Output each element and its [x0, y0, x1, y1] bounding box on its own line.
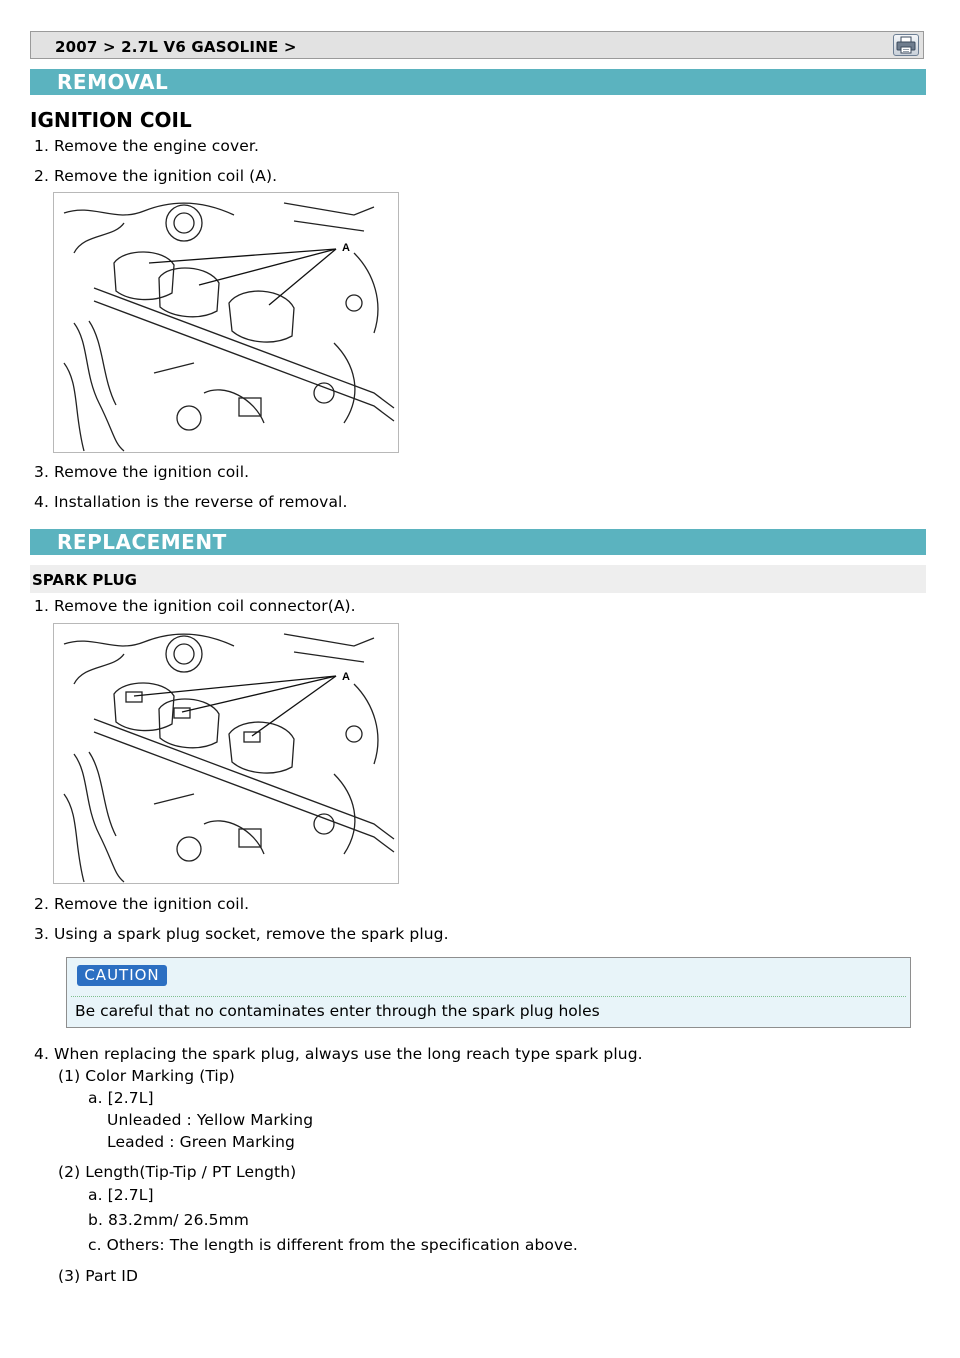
replacement-step-1: 1. Remove the ignition coil connector(A).: [34, 597, 356, 615]
subheading-bar: [30, 565, 926, 593]
figure-label: A: [342, 671, 350, 683]
replacement-step-2: 2. Remove the ignition coil.: [34, 895, 250, 913]
page-heading: IGNITION COIL: [30, 108, 192, 132]
detail-color-marking: (1) Color Marking (Tip): [58, 1067, 235, 1085]
section-title: REMOVAL: [57, 70, 169, 94]
section-title: REPLACEMENT: [57, 530, 227, 554]
detail-color-2-7l: a. [2.7L]: [88, 1089, 154, 1107]
caution-badge: CAUTION: [77, 965, 167, 986]
detail-length-2-7l: a. [2.7L]: [88, 1186, 154, 1204]
print-button[interactable]: [893, 34, 919, 56]
coil-connector-figure: [53, 623, 399, 884]
figure-label: A: [342, 242, 350, 254]
section-bar-replacement: [30, 529, 926, 555]
ignition-coil-figure: [53, 192, 399, 453]
caution-box: [66, 957, 911, 1028]
detail-length-values: b. 83.2mm/ 26.5mm: [88, 1211, 249, 1229]
replacement-step-4: 4. When replacing the spark plug, always use the long reach type spark plug.: [34, 1045, 643, 1063]
removal-step-2: 2. Remove the ignition coil (A).: [34, 167, 278, 185]
detail-length-others: c. Others: The length is different from the specification above.: [88, 1236, 578, 1254]
printer-icon: [894, 35, 918, 55]
removal-step-4: 4. Installation is the reverse of removal.: [34, 493, 348, 511]
subheading: SPARK PLUG: [32, 571, 137, 589]
detail-part-id: (3) Part ID: [58, 1267, 139, 1285]
breadcrumb: 2007 > 2.7L V6 GASOLINE >: [55, 38, 297, 56]
replacement-step-3: 3. Using a spark plug socket, remove the spark plug.: [34, 925, 449, 943]
caution-divider: [71, 996, 906, 997]
removal-step-3: 3. Remove the ignition coil.: [34, 463, 250, 481]
detail-length: (2) Length(Tip-Tip / PT Length): [58, 1163, 297, 1181]
breadcrumb-bar: [30, 31, 924, 59]
detail-leaded: Leaded : Green Marking: [107, 1133, 295, 1151]
caution-text: Be careful that no contaminates enter through the spark plug holes: [75, 1002, 600, 1020]
section-bar-removal: [30, 69, 926, 95]
detail-unleaded: Unleaded : Yellow Marking: [107, 1111, 314, 1129]
removal-step-1: 1. Remove the engine cover.: [34, 137, 259, 155]
